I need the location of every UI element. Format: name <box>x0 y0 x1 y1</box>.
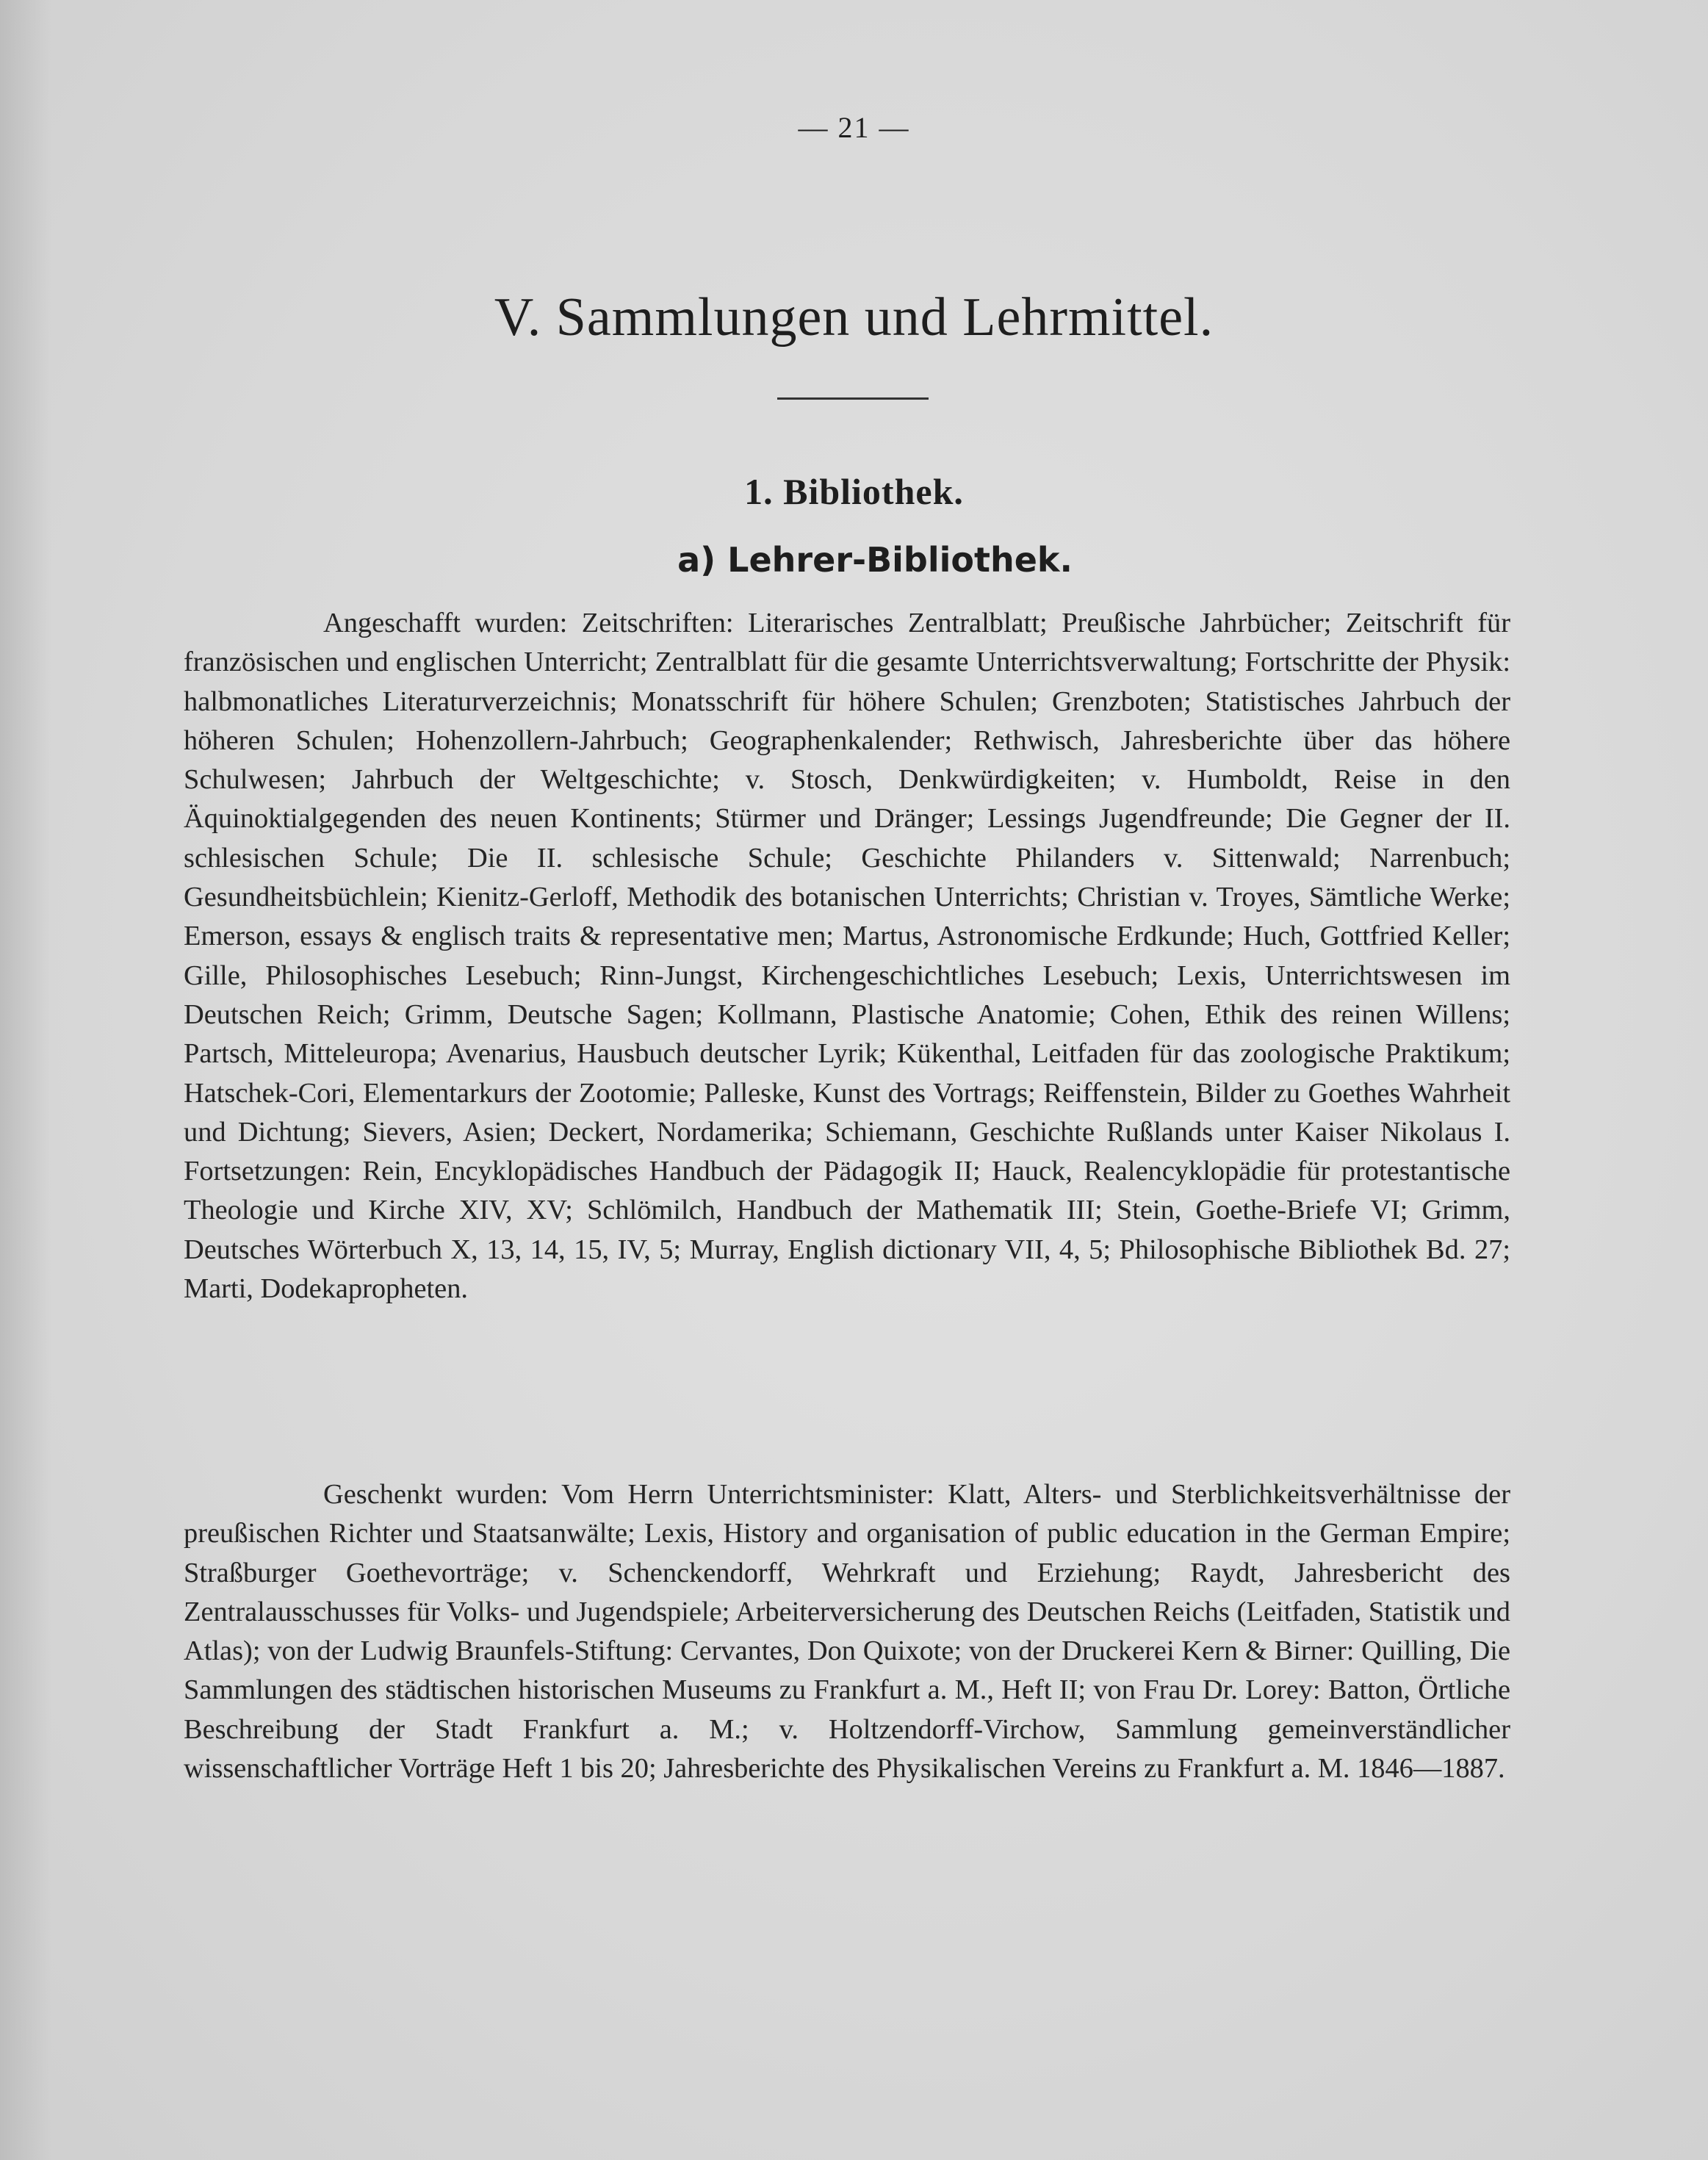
title-divider <box>777 397 929 400</box>
subsection-title: a) Lehrer-Bibliothek. <box>677 540 1073 580</box>
page-number: — 21 — <box>798 111 910 144</box>
paragraph-acquired: Angeschafft wurden: Zeitschriften: Literarisches Zentralblatt; Preußische Jahrbücher; Zeitschrift für französischen und englischen Unterricht; Zentralblatt für die gesamte Unterrichtsverwaltung; Fortschritte der Physik: halbmonatliches Literaturverzeichnis; Monatsschrift für höhere Schulen; Grenzboten; Statistisches Jahrbuch der höheren Schulen; Hohenzollern-Jahrbuch; Geographenkalender; Rethwisch, Jahresberichte über das höhere Schulwesen; Jahrbuch der Weltgeschichte; v. Stosch, Denkwürdigkeiten; v. Humboldt, Reise in den Äquinoktialgegenden des neuen Kontinents; Stürmer und Dränger; Lessings Jugendfreunde; Die Gegner der II. schlesischen Schule; Die II. schlesische Schule; Geschichte Philanders v. Sittenwald; Narrenbuch; Gesundheitsbüchlein; Kienitz-Gerloff, Methodik des botanischen Unterrichts; Christian v. Troyes, Sämtliche Werke; Emerson, essays & englisch traits & representative men; Martus, Astronomische Erdkunde; Huch, Gottfried Keller; Gille, Philosophisches Lesebuch; Rinn-Jungst, Kirchengeschichtliches Lesebuch; Lexis, Unterrichtswesen im Deutschen Reich; Grimm, Deutsche Sagen; Kollmann, Plastische Anatomie; Cohen, Ethik des reinen Willens; Partsch, Mitteleuropa; Avenarius, Hausbuch deutscher Lyrik; Kükenthal, Leitfaden für das zoologische Praktikum; Hatschek-Cori, Elementarkurs der Zootomie; Palleske, Kunst des Vortrags; Reiffenstein, Bilder zu Goethes Wahrheit und Dichtung; Sievers, Asien; Deckert, Nordamerika; Schiemann, Geschichte Rußlands unter Kaiser Nikolaus I. Fortsetzungen: Rein, Encyklopädisches Handbuch der Pädagogik II; Hauck, Realencyklopädie für protestantische Theologie und Kirche XIV, XV; Schlömilch, Handbuch der Mathematik III; Stein, Goethe-Briefe VI; Grimm, Deutsches Wörterbuch X, 13, 14, 15, IV, 5; Murray, English dictionary VII, 4, 5; Philosophische Bibliothek Bd. 27; Marti, Dodekapropheten. <box>184 608 1510 1305</box>
section-title: 1. Bibliothek. <box>744 471 964 512</box>
chapter-title: V. Sammlungen und Lehrmittel. <box>494 287 1214 348</box>
paragraph-donated: Geschenkt wurden: Vom Herrn Unterrichtsminister: Klatt, Alters- und Sterblichkeitsverhältnisse der preußischen Richter und Staatsanwälte; Lexis, History and organisation of public education in the German Empire; Straßburger Goethevorträge; v. Schenckendorff, Wehrkraft und Erziehung; Raydt, Jahresbericht des Zentralausschusses für Volks- und Jugendspiele; Arbeiterversicherung des Deutschen Reichs (Leitfaden, Statistik und Atlas); von der Ludwig Braunfels-Stiftung: Cervantes, Don Quixote; von der Druckerei Kern & Birner: Quilling, Die Sammlungen des städtischen historischen Museums zu Frankfurt a. M., Heft II; von Frau Dr. Lorey: Batton, Örtliche Beschreibung der Stadt Frankfurt a. M.; v. Holtzendorff-Virchow, Sammlung gemeinverständlicher wissenschaftlicher Vorträge Heft 1 bis 20; Jahresberichte des Physikalischen Vereins zu Frankfurt a. M. 1846—1887. <box>184 1479 1510 1785</box>
